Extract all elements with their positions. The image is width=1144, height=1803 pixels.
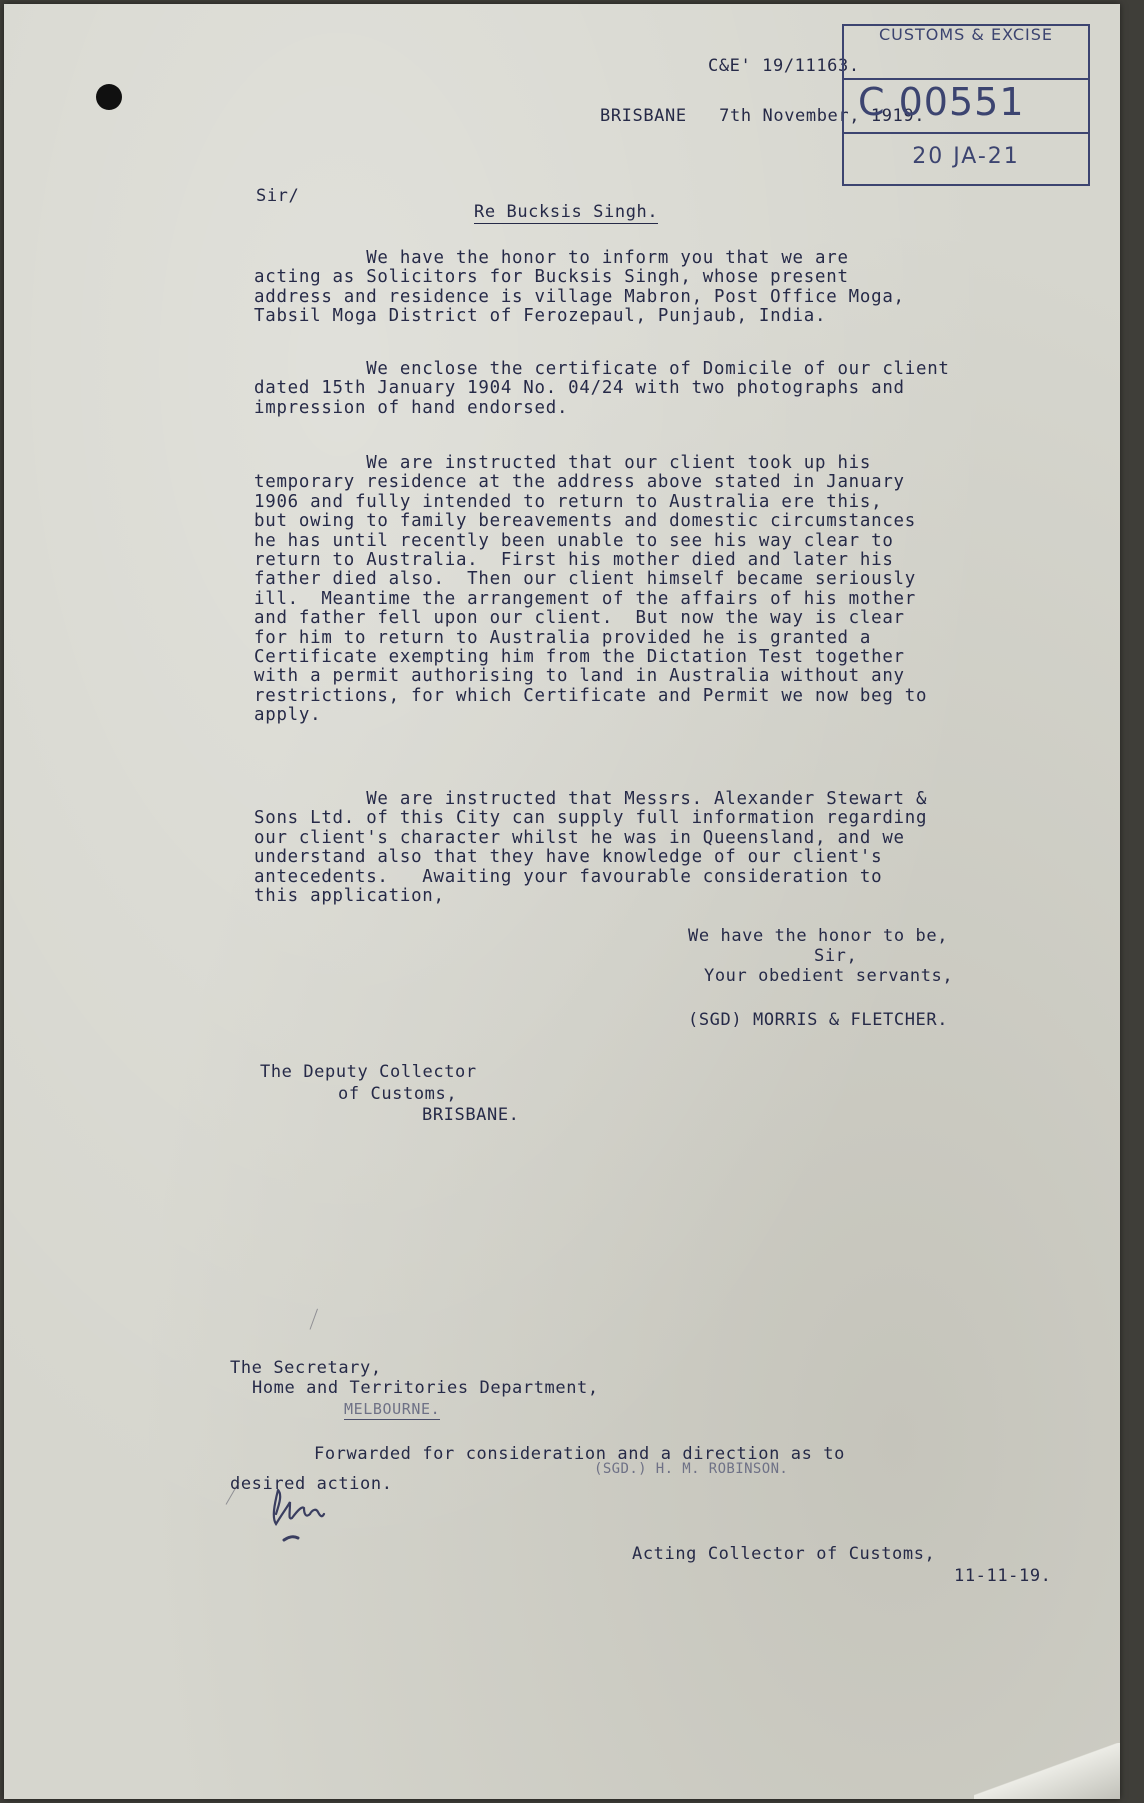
- text-line: We enclose the certificate of Domicile of our client: [254, 359, 950, 379]
- document-page: [4, 4, 1120, 1799]
- addressee-line: BRISBANE.: [422, 1105, 520, 1125]
- place-and-date: BRISBANE 7th November, 1919.: [600, 106, 926, 126]
- salutation: Sir/: [256, 186, 300, 206]
- paragraph-4: [254, 790, 1084, 906]
- addressee-line: of Customs,: [338, 1084, 458, 1104]
- text-line: impression of hand endorsed.: [254, 397, 569, 418]
- text-line: address and residence is village Mabron, Post Office Moga,: [254, 286, 905, 307]
- closing-line: We have the honor to be,: [688, 926, 949, 946]
- text-line: our client's character whilst he was in Queensland, and we: [254, 827, 905, 848]
- text-line: ill. Meantime the arrangement of the affairs of his mother: [254, 588, 916, 609]
- text-line: and father fell upon our client. But now the way is clear: [254, 608, 905, 629]
- stamp-rule: [844, 132, 1088, 134]
- text-line: Sons Ltd. of this City can supply full information regarding: [254, 808, 928, 829]
- stamp-date: 20 JA-21: [912, 144, 1020, 169]
- text-line: antecedents. Awaiting your favourable consideration to: [254, 866, 883, 887]
- text-line: with a permit authorising to land in Australia without any: [254, 666, 905, 687]
- stamp-office: CUSTOMS & EXCISE: [878, 25, 1054, 44]
- customs-stamp: [842, 24, 1090, 186]
- minute-title: Acting Collector of Customs,: [632, 1544, 936, 1564]
- addressee-line: The Deputy Collector: [260, 1062, 477, 1082]
- file-reference: C&E' 19/11163.: [708, 56, 860, 76]
- paragraph-3: [254, 454, 1084, 726]
- text-line: temporary residence at the address above stated in January: [254, 472, 905, 493]
- text-line: 1906 and fully intended to return to Australia ere this,: [254, 491, 883, 512]
- text-line: apply.: [254, 705, 322, 726]
- text-line: dated 15th January 1904 No. 04/24 with two photographs and: [254, 378, 905, 399]
- pen-mark: [310, 1309, 318, 1330]
- minute-body: Forwarded for consideration and a direction as to: [314, 1444, 845, 1464]
- text-line: acting as Solicitors for Bucksis Singh, whose present: [254, 267, 849, 288]
- text-line: We are instructed that Messrs. Alexander Stewart &: [254, 789, 928, 809]
- paragraph-1: [254, 249, 1084, 327]
- text-line: this application,: [254, 886, 445, 907]
- closing-line: Sir,: [814, 946, 858, 966]
- minute-addressee-line: The Secretary,: [230, 1358, 382, 1378]
- folded-corner: [974, 1743, 1120, 1799]
- text-line: return to Australia. First his mother died and later his: [254, 550, 894, 571]
- minute-addressee-line: Home and Territories Department,: [252, 1378, 599, 1398]
- minute-signed-by: (SGD.) H. M. ROBINSON.: [594, 1461, 789, 1477]
- minute-addressee-line: MELBOURNE.: [344, 1400, 441, 1418]
- text-line: Tabsil Moga District of Ferozepaul, Punjaub, India.: [254, 306, 827, 327]
- minute-body: desired action.: [230, 1474, 393, 1494]
- signature: (SGD) MORRIS & FLETCHER.: [688, 1010, 949, 1030]
- minute-date: 11-11-19.: [954, 1566, 1052, 1586]
- text-line: We have the honor to inform you that we are: [254, 248, 849, 268]
- text-line: We are instructed that our client took up his: [254, 453, 872, 473]
- paragraph-2: [254, 360, 1084, 418]
- text-line: understand also that they have knowledge of our client's: [254, 847, 883, 868]
- punch-hole: [96, 84, 122, 110]
- text-line: but owing to family bereavements and domestic circumstances: [254, 511, 916, 532]
- text-line: Certificate exempting him from the Dictation Test together: [254, 647, 905, 668]
- closing-line: Your obedient servants,: [704, 966, 954, 986]
- text-line: father died also. Then our client himself became seriously: [254, 569, 916, 590]
- handwritten-initials: [268, 1484, 338, 1554]
- text-line: restrictions, for which Certificate and Permit we now beg to: [254, 685, 928, 706]
- subject-line: Re Bucksis Singh.: [474, 202, 659, 222]
- text-line: he has until recently been unable to see his way clear to: [254, 530, 894, 551]
- text-line: for him to return to Australia provided he is granted a: [254, 627, 872, 648]
- stamp-number: C 00551: [858, 80, 1025, 124]
